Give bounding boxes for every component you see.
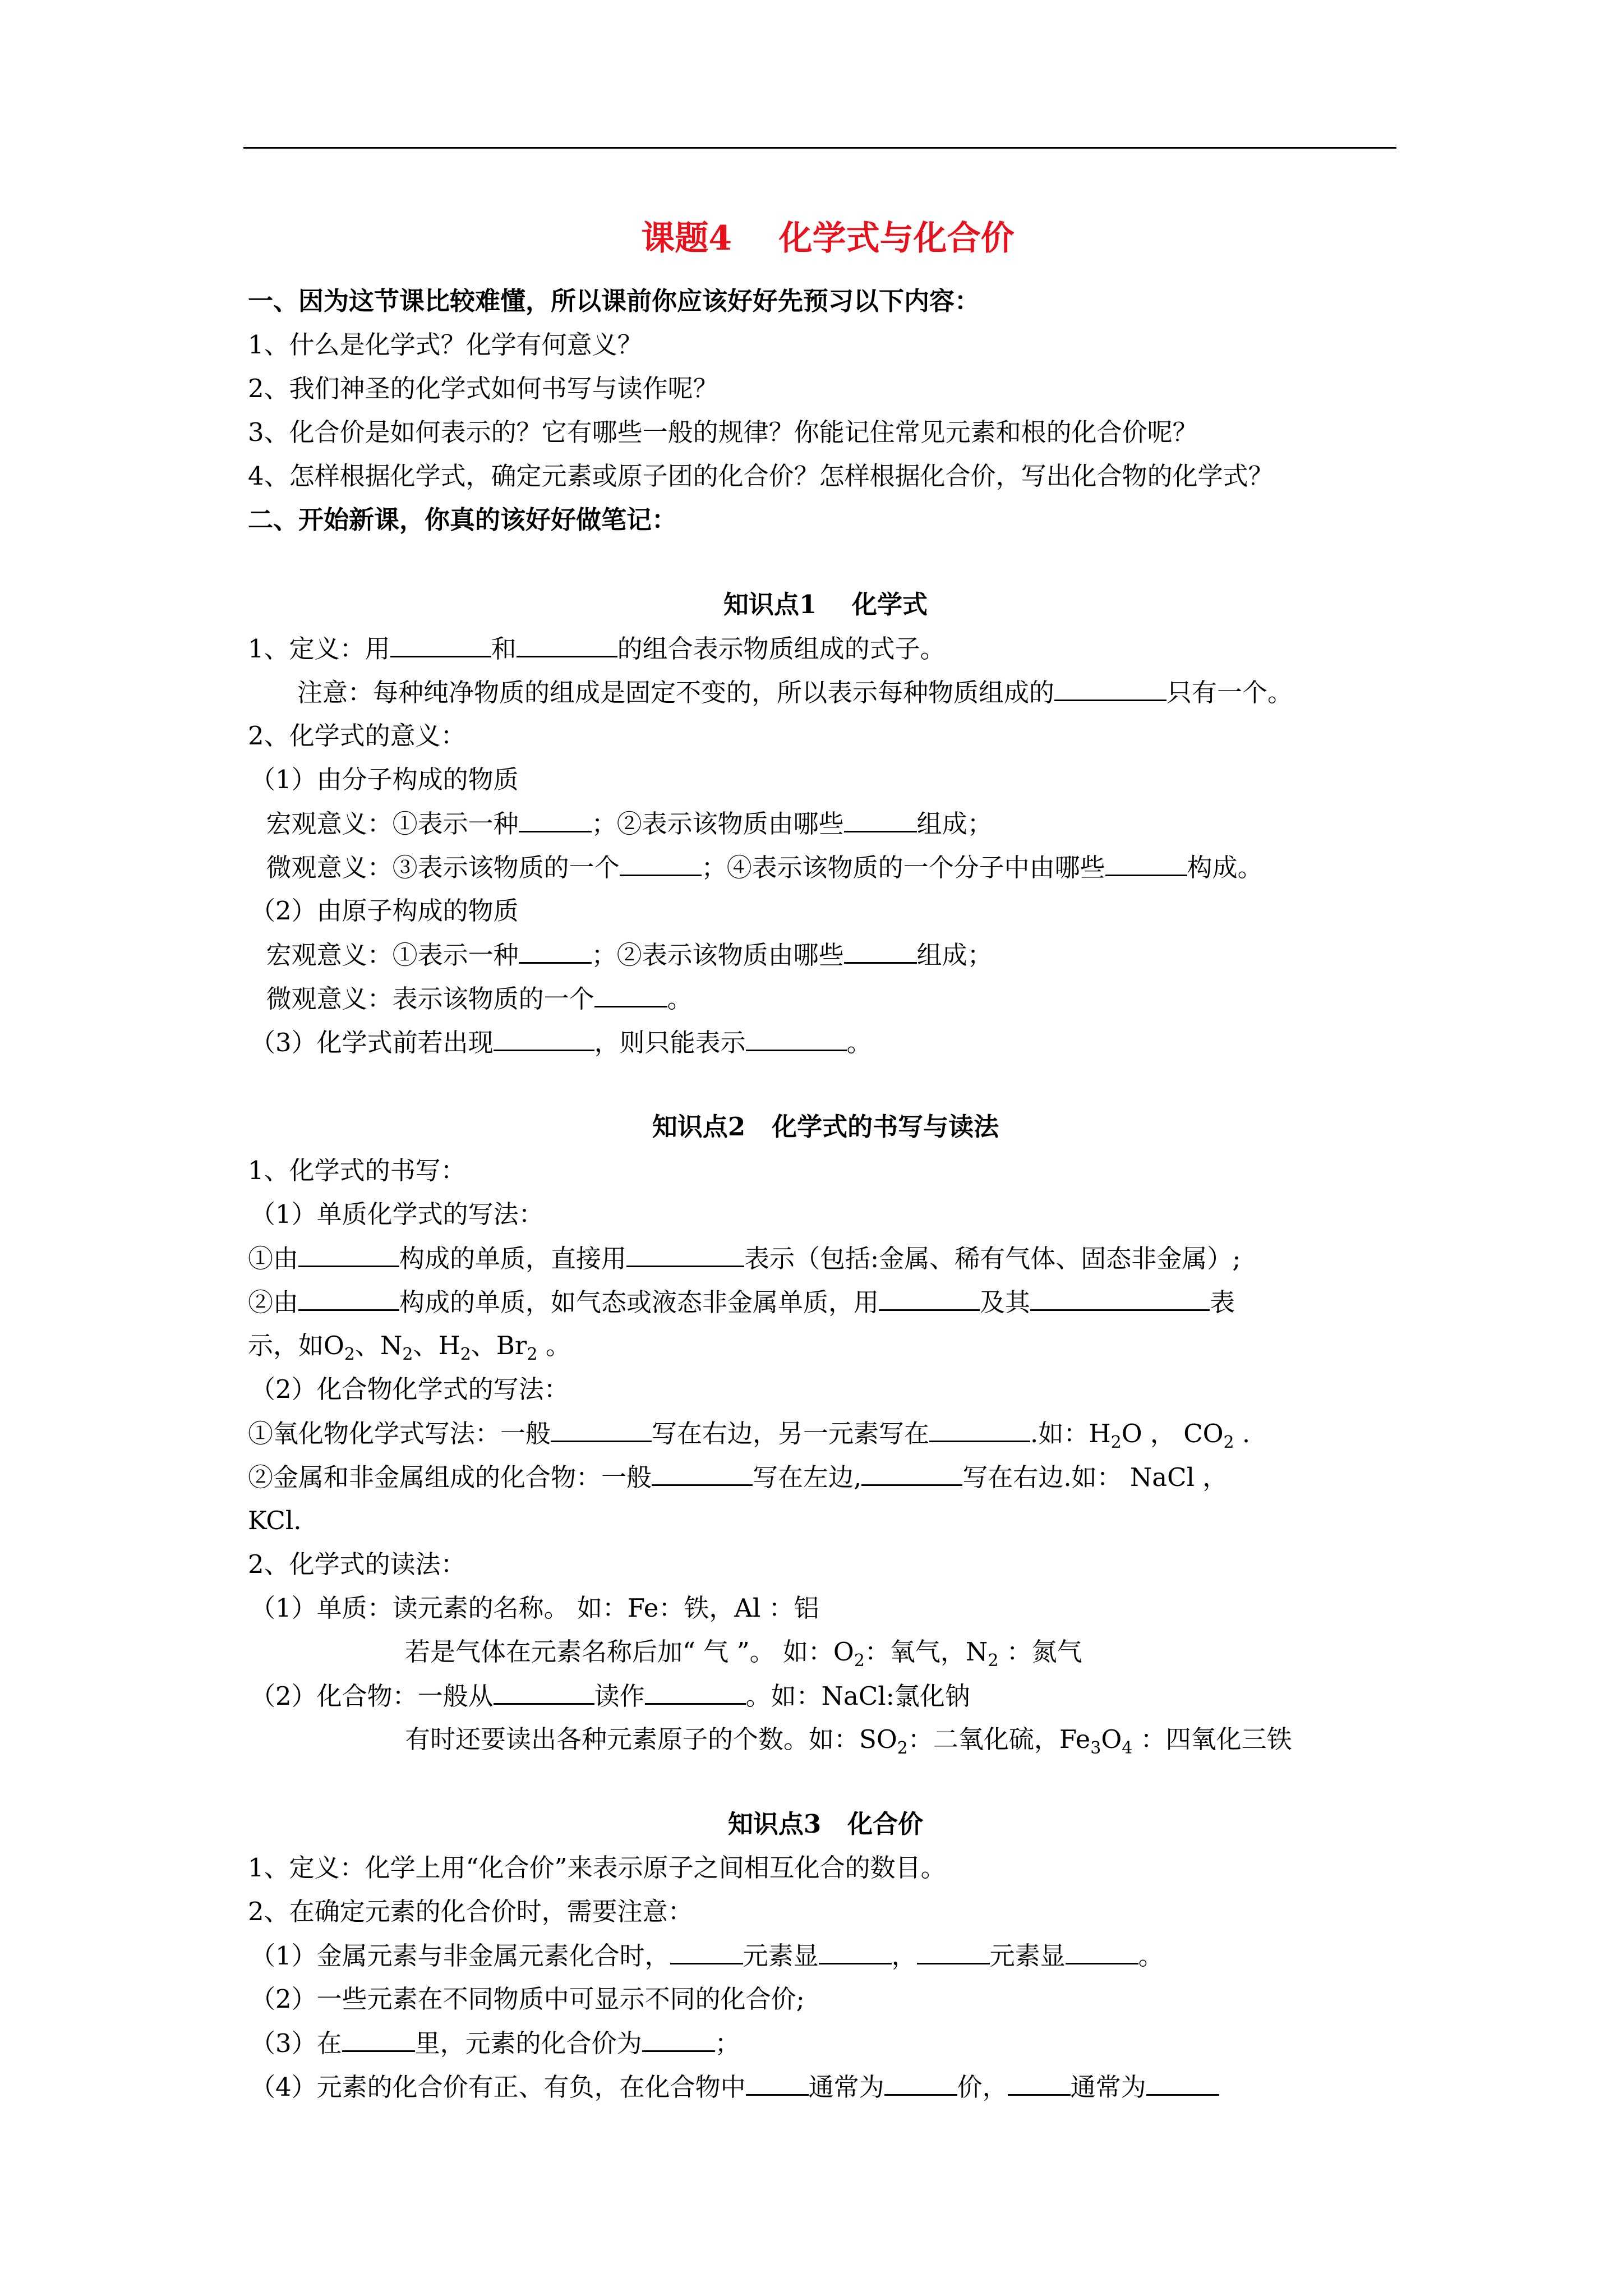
blank[interactable] bbox=[494, 1020, 594, 1051]
k3-note-2: （2）一些元素在不同物质中可显示不同的化合价; bbox=[250, 1984, 805, 2014]
k3-definition: 1、定义：化学上用“化合价”来表示原子之间相互化合的数目。 bbox=[248, 1853, 946, 1883]
k3-note-4: （4）元素的化合价有正、有负，在化合物中 通常为 价， 通常为 bbox=[248, 2065, 1403, 2109]
header-rule bbox=[243, 147, 1396, 149]
k1-definition: 1、定义：用 和 的组合表示物质组成的式子。 bbox=[248, 627, 1403, 670]
blank[interactable] bbox=[298, 1280, 399, 1311]
k2-writing: 1、化学式的书写： bbox=[248, 1156, 466, 1185]
blank[interactable] bbox=[746, 1020, 847, 1051]
blank[interactable] bbox=[652, 1455, 753, 1486]
k2-read-compound: （2）化合物：一般从 读作 。如：NaCl:氯化钠 bbox=[248, 1674, 1403, 1718]
blank[interactable] bbox=[819, 1934, 892, 1964]
k1-molecular: （1）由分子构成的物质 bbox=[250, 765, 519, 794]
preview-question-4: 4、怎样根据化学式，确定元素或原子团的化合价？怎样根据化合价，写出化合物的化学式？ bbox=[248, 461, 1274, 491]
section-heading-k1: 知识点1 化学式 bbox=[723, 590, 928, 619]
k1-macro-1: 宏观意义：①表示一种 ；②表示该物质由哪些 组成； bbox=[248, 802, 1403, 845]
k3-note-3: （3）在 里，元素的化合价为 ； bbox=[248, 2021, 1403, 2065]
preview-question-1: 1、什么是化学式？化学有何意义？ bbox=[248, 330, 643, 360]
k1-atomic: （2）由原子构成的物质 bbox=[250, 896, 519, 926]
blank[interactable] bbox=[844, 802, 917, 832]
blank[interactable] bbox=[1066, 1934, 1138, 1964]
blank[interactable] bbox=[884, 2065, 957, 2096]
blank[interactable] bbox=[517, 627, 617, 657]
k1-macro-2: 宏观意义：①表示一种 ；②表示该物质由哪些 组成； bbox=[248, 933, 1403, 977]
blank[interactable] bbox=[1054, 670, 1166, 701]
blank[interactable] bbox=[620, 845, 702, 876]
k2-reading: 2、化学式的读法： bbox=[248, 1549, 466, 1579]
blank[interactable] bbox=[626, 1236, 744, 1267]
k1-note: 注意：每种纯净物质的组成是固定不变的，所以表示每种物质组成的 只有一个。 bbox=[248, 670, 1403, 714]
section-heading-k2: 知识点2 化学式的书写与读法 bbox=[652, 1112, 999, 1142]
preview-question-3: 3、化合价是如何表示的？它有哪些一般的规律？你能记住常见元素和根的化合价呢？ bbox=[248, 417, 1198, 447]
page-title: 课题4 化学式与化合价 bbox=[641, 219, 1015, 258]
k2-rule-2-examples: 示，如$O_2$、$N_2$、$H_2$、$Br_2$ 。 bbox=[248, 1331, 571, 1364]
blank[interactable] bbox=[519, 933, 592, 964]
k2-element-formula: （1）单质化学式的写法： bbox=[250, 1199, 544, 1229]
blank[interactable] bbox=[917, 1934, 990, 1964]
k2-oxide-rule: ①氧化物化学式写法：一般 写在右边，另一元素写在 .如：$H_2O$ ， $CO_2$ . bbox=[248, 1411, 1403, 1455]
blank[interactable] bbox=[390, 627, 491, 657]
notes-heading: 二、开始新课，你真的该好好做笔记： bbox=[248, 505, 677, 535]
k2-rule-1: ①由 构成的单质，直接用 表示（包括:金属、稀有气体、固态非金属）; bbox=[248, 1236, 1403, 1280]
k2-metal-nonmetal-rule: ②金属和非金属组成的化合物：一般 写在左边, 写在右边.如： NaCl ， bbox=[248, 1455, 1403, 1499]
worksheet bbox=[248, 208, 1403, 2109]
k2-compound-formula: （2）化合物化学式的写法： bbox=[250, 1374, 569, 1404]
blank[interactable] bbox=[342, 2021, 415, 2052]
blank[interactable] bbox=[551, 1411, 652, 1442]
blank[interactable] bbox=[861, 1455, 962, 1486]
blank[interactable] bbox=[746, 2065, 809, 2096]
blank[interactable] bbox=[1105, 845, 1187, 876]
blank[interactable] bbox=[1008, 2065, 1071, 2096]
blank[interactable] bbox=[642, 2021, 715, 2052]
blank[interactable] bbox=[844, 933, 917, 964]
section-heading-k3: 知识点3 化合价 bbox=[727, 1809, 924, 1839]
k2-read-count: 有时还要读出各种元素原子的个数。如：$SO_2$：二氧化硫，$Fe_3O_4$ ：四氧化三铁 bbox=[405, 1724, 1292, 1758]
blank[interactable] bbox=[1030, 1280, 1210, 1311]
preview-heading: 一、因为这节课比较难懂，所以课前你应该好好先预习以下内容： bbox=[248, 286, 980, 316]
blank[interactable] bbox=[298, 1236, 399, 1267]
k2-read-gas: 若是气体在元素名称后加“ 气 ”。 如：$O_2$：氧气，$N_2$ ：氮气 bbox=[405, 1637, 1082, 1671]
blank[interactable] bbox=[929, 1411, 1030, 1442]
k2-rule-2: ②由 构成的单质，如气态或液态非金属单质，用 及其 表 bbox=[248, 1280, 1403, 1324]
blank[interactable] bbox=[519, 802, 592, 832]
k1-micro-2: 微观意义：表示该物质的一个 。 bbox=[248, 977, 1403, 1020]
blank[interactable] bbox=[645, 1674, 746, 1705]
blank[interactable] bbox=[594, 977, 667, 1007]
k3-note-1: （1）金属元素与非金属元素化合时， 元素显 ， 元素显 。 bbox=[248, 1934, 1403, 1977]
k1-prefix: （3）化学式前若出现 ，则只能表示 。 bbox=[248, 1020, 1403, 1064]
k3-notes: 2、在确定元素的化合价时，需要注意： bbox=[248, 1897, 693, 1926]
blank[interactable] bbox=[494, 1674, 594, 1705]
blank[interactable] bbox=[879, 1280, 980, 1311]
preview-question-2: 2、我们神圣的化学式如何书写与读作呢？ bbox=[248, 374, 718, 403]
blank[interactable] bbox=[1146, 2065, 1219, 2096]
k1-meaning: 2、化学式的意义： bbox=[248, 721, 466, 751]
k2-read-element: （1）单质：读元素的名称。 如：Fe：铁，Al ：铝 bbox=[250, 1593, 819, 1623]
k1-micro-1: 微观意义：③表示该物质的一个 ；④表示该物质的一个分子中由哪些 构成。 bbox=[248, 845, 1403, 889]
blank[interactable] bbox=[670, 1934, 743, 1964]
k2-kcl: KCl. bbox=[248, 1506, 302, 1535]
